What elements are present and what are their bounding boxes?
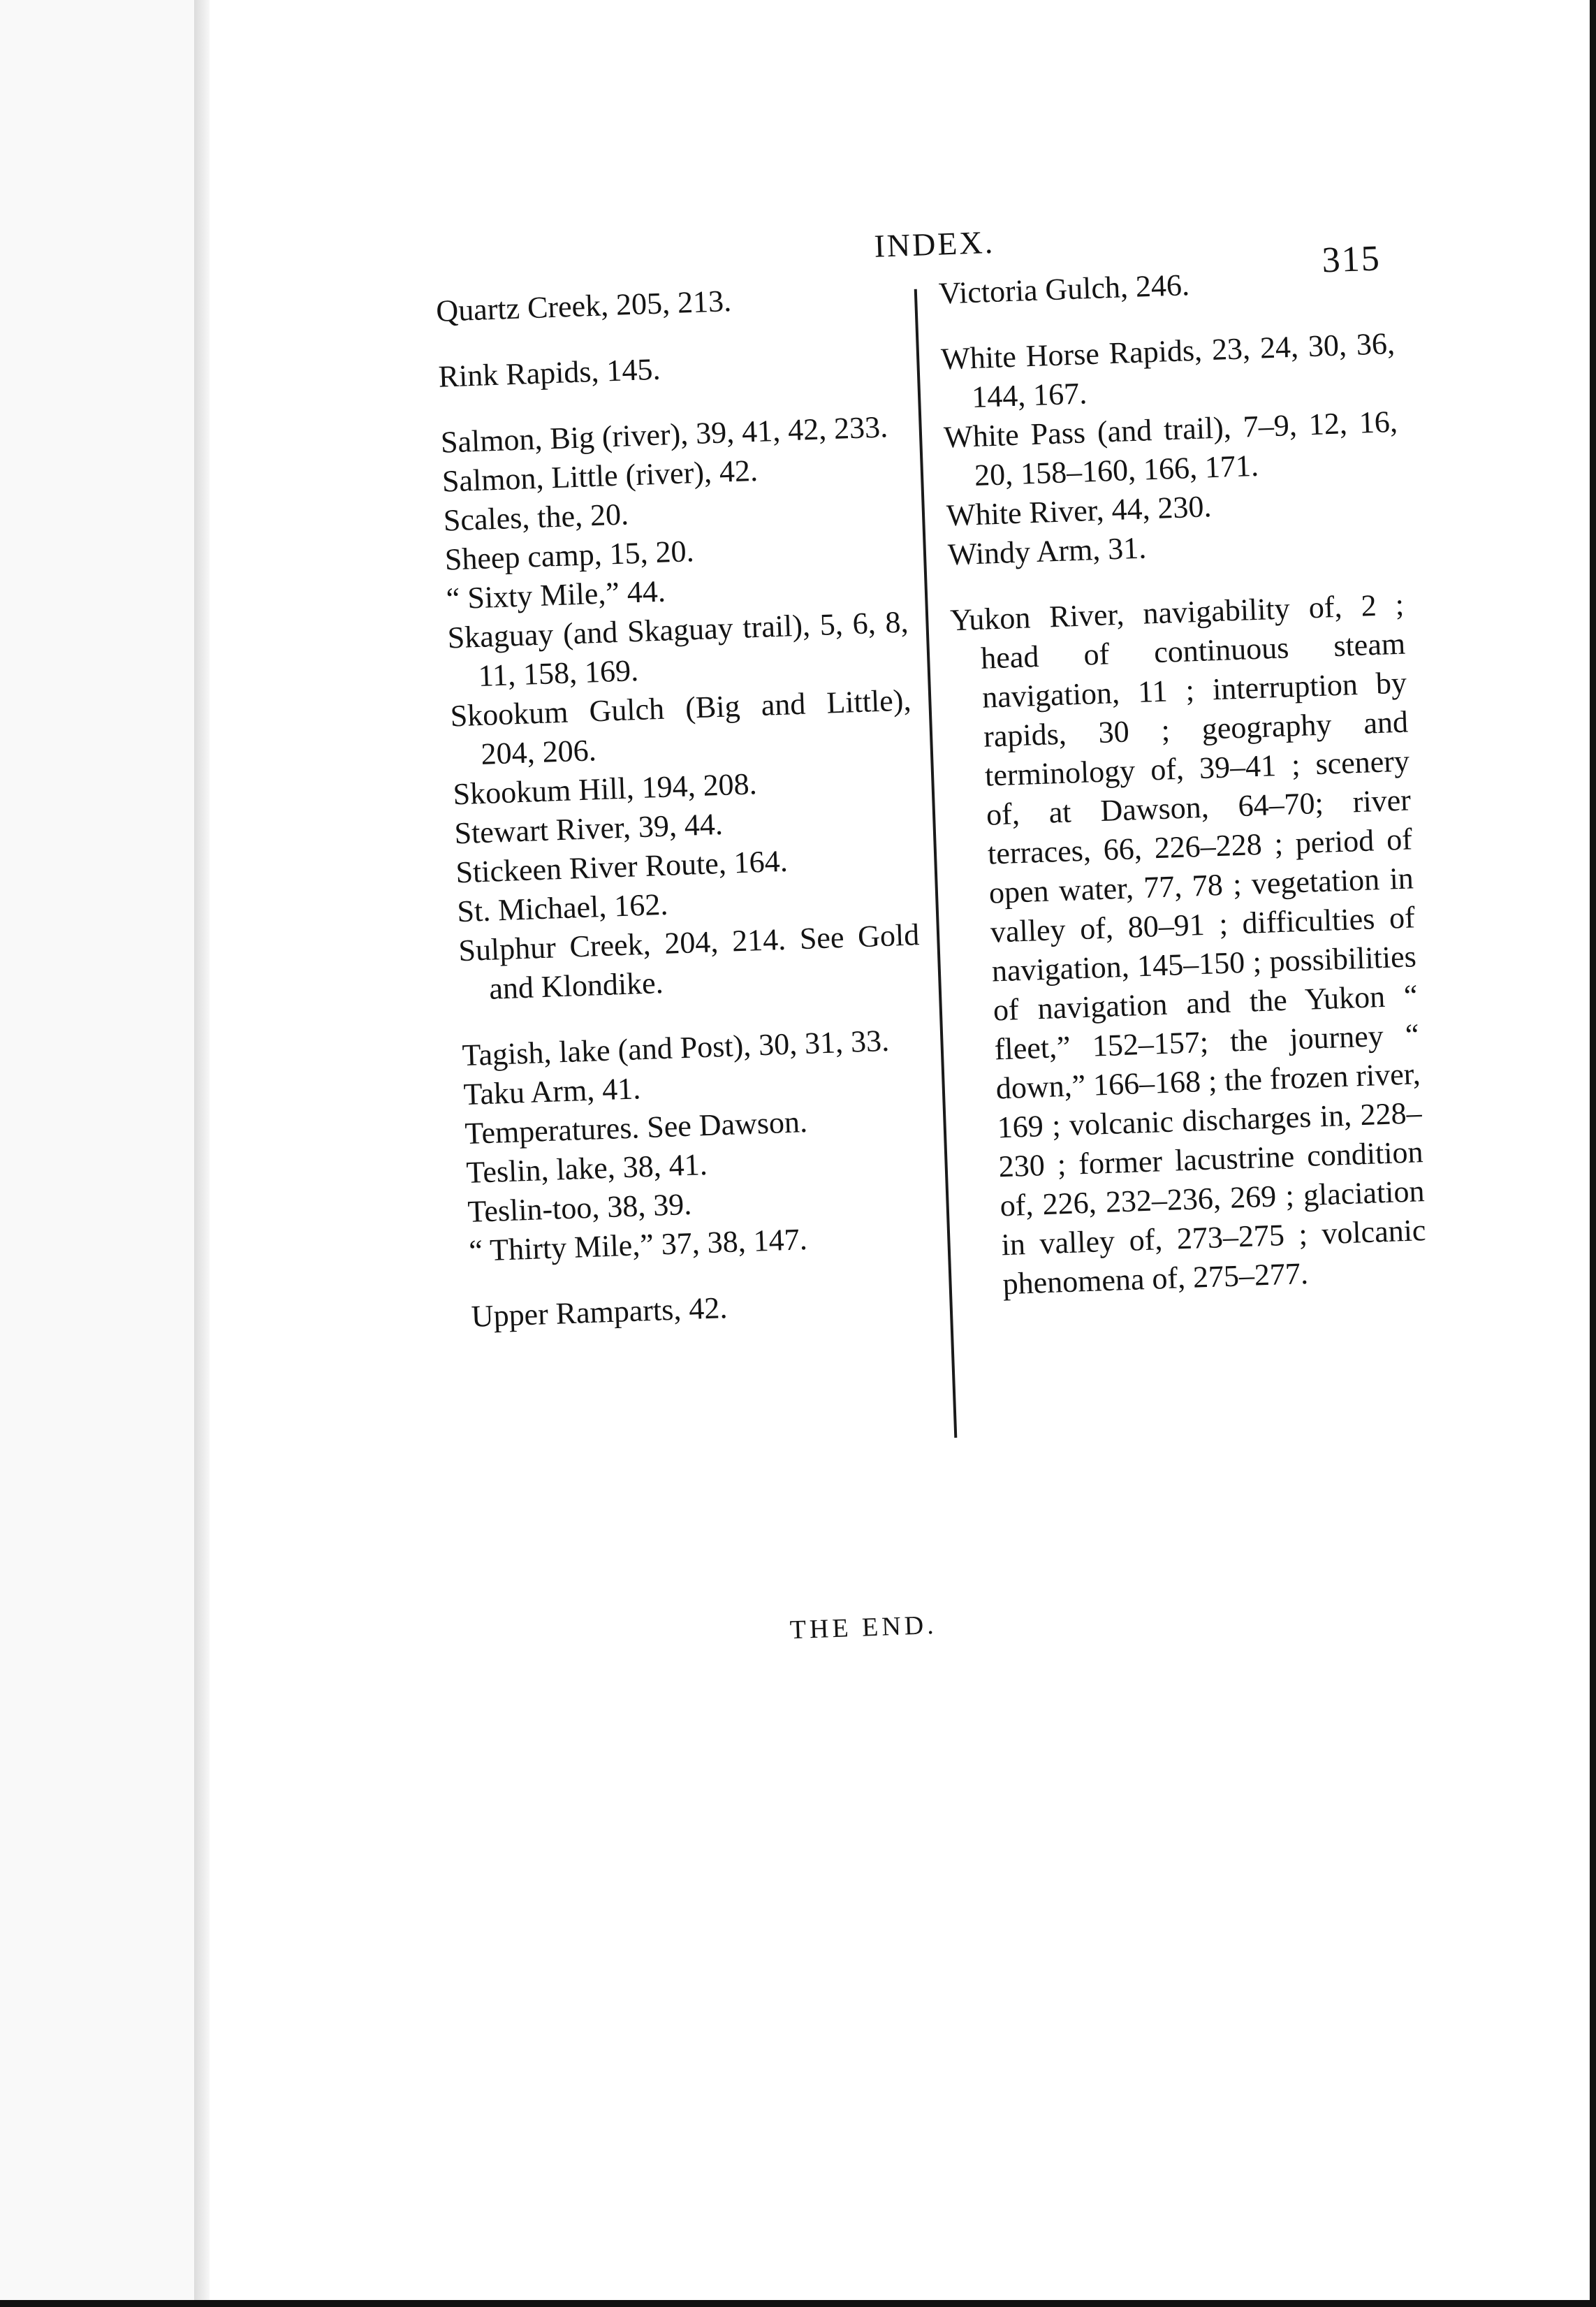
index-entry: Teslin, lake, 38, 41. xyxy=(465,1147,708,1191)
index-entry: “ Sixty Mile,” 44. xyxy=(445,574,666,616)
index-entry: Taku Arm, 41. xyxy=(462,1071,641,1112)
index-column-right xyxy=(938,259,1428,1305)
scan-border-right xyxy=(1590,0,1596,2307)
index-entry: Windy Arm, 31. xyxy=(947,530,1147,572)
index-entry: Yukon River, navigability of, 2 ; head of continuous steam navigation, 11 ; interruption by rapids, 30 ; geography and terminology of, 39–41 ; scenery of, at Dawson, 64–70; river terraces, 66, 226–228 ; period of open water, 77, 78 ; vegetation in valley of, 80–91 ; difficulties of navigation, 145–150 ; possibilities of navigation and the Yukon “ fleet,” 152–157; the journey “ down,” 166–168 ; the frozen river, 169 ; volcanic discharges in, 228–230 ; former lacustrine condition of, 226, 232–236, 269 ; glaciation in valley of, 273–275 ; volcanic phenomena of, 275–277. xyxy=(949,587,1427,1302)
index-entry: White River, 44, 230. xyxy=(946,489,1213,533)
index-entry: Rink Rapids, 145. xyxy=(437,351,661,394)
index-entry: Tagish, lake (and Post), 30, 31, 33. xyxy=(461,1023,890,1073)
page-number: 315 xyxy=(1321,238,1382,281)
scan-border-bottom xyxy=(0,2300,1596,2307)
index-entry: Skookum Hill, 194, 208. xyxy=(452,766,758,812)
index-entry: “ Thirty Mile,” 37, 38, 147. xyxy=(468,1222,808,1268)
index-entry: Skaguay (and Skaguay trail), 5, 6, 8, 11, 158, 169. xyxy=(446,604,909,694)
index-entry: White Horse Rapids, 23, 24, 30, 36, 144, 167. xyxy=(940,326,1396,415)
index-entry: White Pass (and trail), 7–9, 12, 16, 20, 158–160, 166, 171. xyxy=(943,404,1398,493)
left-page-margin xyxy=(0,0,200,2307)
index-entry: Sheep camp, 15, 20. xyxy=(444,534,695,577)
running-head: INDEX. xyxy=(873,224,995,264)
index-entry: Stickeen River Route, 164. xyxy=(455,843,789,890)
index-entry: Salmon, Big (river), 39, 41, 42, 233. xyxy=(440,409,888,460)
page-gutter xyxy=(194,0,210,2307)
index-columns xyxy=(393,258,1456,1550)
index-entry: Upper Ramparts, 42. xyxy=(470,1290,729,1334)
end-mark: THE END. xyxy=(789,1610,938,1645)
index-entry: St. Michael, 162. xyxy=(456,887,669,929)
index-entry: Skookum Gulch (Big and Little), 204, 206. xyxy=(449,683,912,771)
index-entry: Temperatures. See Dawson. xyxy=(464,1104,808,1151)
index-column-left xyxy=(435,276,932,1337)
index-entry: Stewart River, 39, 44. xyxy=(453,806,724,851)
index-entry: Sulphur Creek, 204, 214. See Gold and Klondike. xyxy=(457,917,920,1006)
index-entry: Salmon, Little (river), 42. xyxy=(441,453,759,499)
index-entry: Scales, the, 20. xyxy=(443,497,629,538)
index-entry: Quartz Creek, 205, 213. xyxy=(435,284,732,328)
index-page xyxy=(391,188,1457,1645)
index-entry: Victoria Gulch, 246. xyxy=(938,268,1190,311)
index-entry: Teslin-too, 38, 39. xyxy=(467,1186,693,1230)
